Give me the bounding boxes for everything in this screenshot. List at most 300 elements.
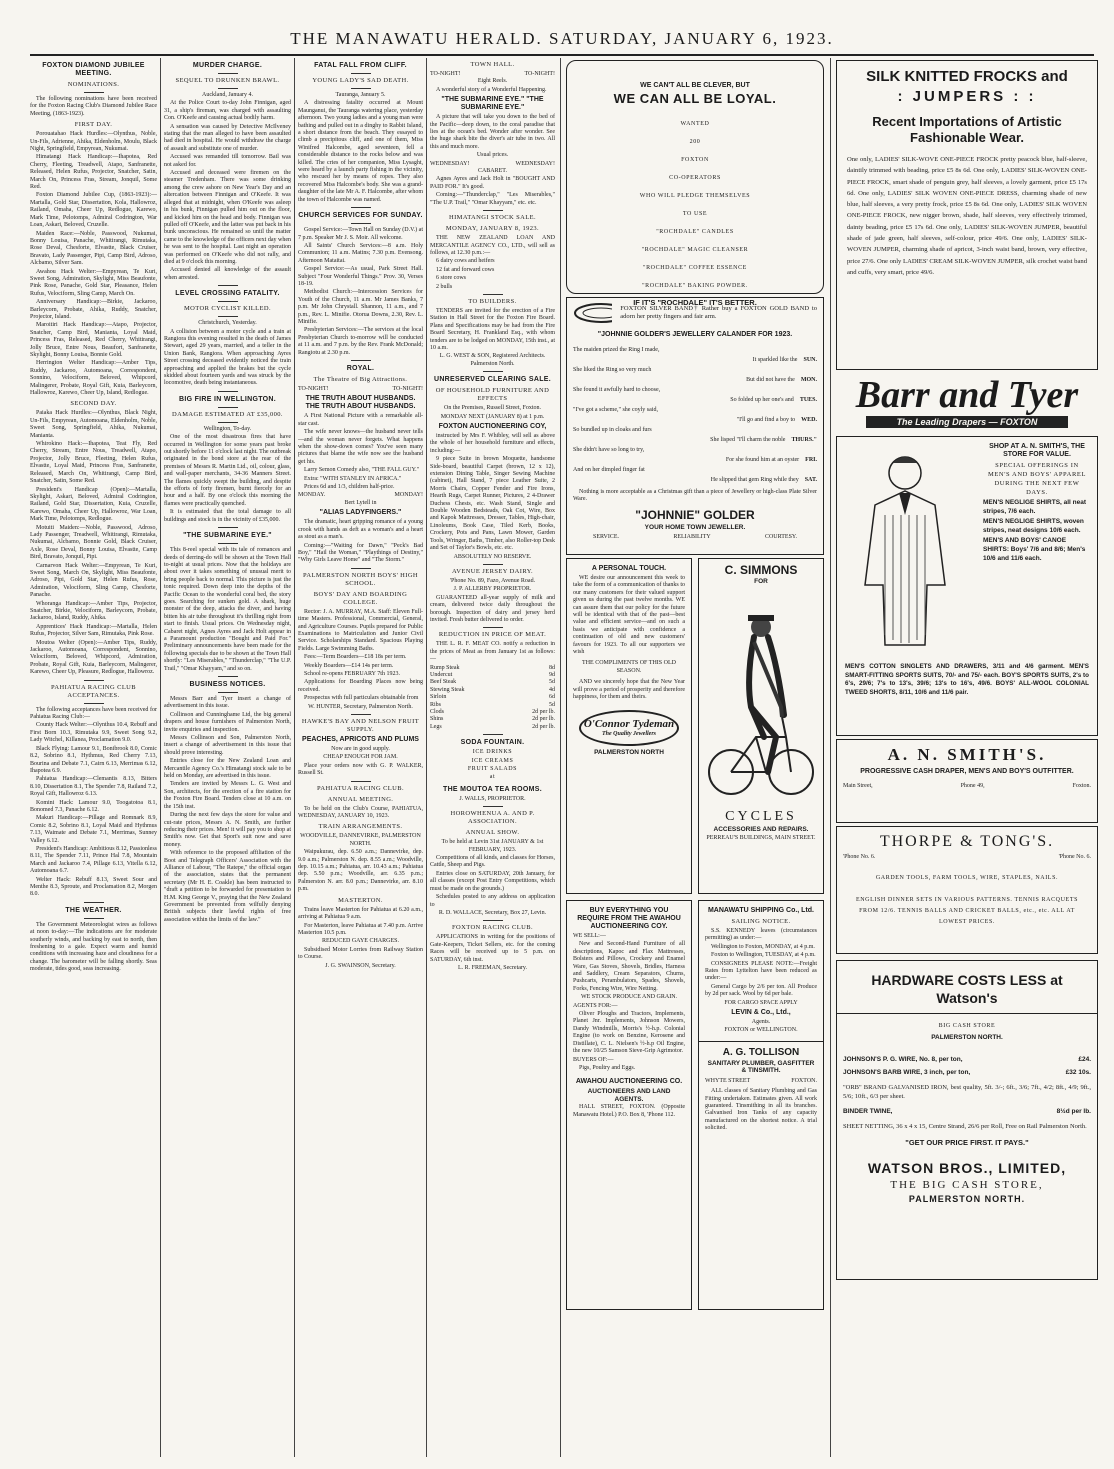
ad-headline: C. SIMMONS (724, 563, 798, 577)
ad-text: WHYTE STREET (705, 1077, 751, 1084)
price-value: 2d per lb. (532, 709, 555, 715)
ad-text: Nothing is more acceptable as a Christmas gift than a piece of Jewellery or high-class Plate Silver Ware. (573, 489, 817, 503)
ad-row (298, 386, 423, 393)
divider (351, 73, 371, 74)
price-item: BINDER TWINE, (843, 1108, 893, 1115)
ad-text: PALMERSTON NORTH. (908, 1194, 1026, 1204)
poem (573, 345, 817, 485)
ad-text: Foxton to Wellington, TUESDAY, at 4 p.m. (711, 952, 816, 959)
poem-text: So bundled up in cloaks and furs (573, 427, 652, 433)
subheading: DAMAGE ESTIMATED AT £35,000. (172, 410, 283, 418)
list-item: 6 dairy cows and heifers (436, 258, 495, 265)
divider (84, 918, 104, 919)
subheading: ANNUAL MEETING. (327, 795, 394, 803)
divider (351, 781, 371, 782)
paragraph: Presbyterian Services:—The services at the local Presbyterian Church to-morrow will be conducted at 11 a.m. and 7 p.m. by the Rev. Frank McDonald; Rangiotu at 2.30 p.m. (298, 327, 423, 356)
divider (218, 301, 238, 302)
ad-row (573, 532, 817, 543)
poem-line (573, 445, 817, 455)
ad-text: General Cargo by 2/6 per ton. All Produce by 2d per sack. Wool by 6d per bale. (705, 983, 817, 998)
poem-text: For she found him at an oyster (725, 457, 800, 463)
price-item: Undercut (430, 671, 453, 678)
dateline: Wellington, To-day. (203, 425, 252, 432)
auctioneer-name: FOXTON AUCTIONEERING COY, (438, 423, 547, 430)
divider (218, 73, 238, 74)
newspaper-title: THE MANAWATU HERALD. SATURDAY, JANUARY 6, 1923. (290, 29, 834, 48)
price-item: JOHNSON'S BARB WIRE, 3 inch, per ton, (843, 1069, 971, 1076)
paragraph: Pahiatua Handicap:—Clemantis 8.13, Bitters 8.10, Dissertation 8.1, The Spender 7.8, Railand 7.2, Royal Gift, Hallowroz 6.13. (30, 776, 157, 798)
paragraph: Applications for Boarding Places now being received. (298, 679, 423, 693)
price-row (843, 1105, 1091, 1118)
divider (84, 680, 104, 681)
ad-headline: AWAHOU AUCTIONEERING CO. (575, 1078, 683, 1086)
divider (351, 223, 371, 224)
ad-text: SERVICE. (593, 534, 620, 541)
paragraph: A distressing fatality occurred at Mount Maunganui, the Tauranga watering place, yesterday afternoon. Two young ladies and a young man were bathing and pulled out in a dinghy to Rabbit Island, a short distance from the beach. They essayed to climb a precipitous cliff, and one of them, Miss Winifred Halcombe, aged seventeen, fell a considerable distance to the rocks below and was killed. The cries of her companion, Miss Lysaght, were heard by a launch party fishing in the vicinity, who rescued her by means of ropes. They also recovered Miss Halcombe's body. She was a grand-daughter of the late Mr A. F. Halcombe, after whom the town of Halcombe was named. (298, 100, 423, 203)
ad-headline: THORPE & TONG'S. (879, 833, 1055, 850)
divider (218, 527, 238, 528)
tydeman-ad (566, 558, 692, 894)
paragraph: Entries close on SATURDAY, 20th January, for all classes (except Post Entry Competitions, which must be made on the grounds.) (430, 870, 555, 892)
ad-text: PALMERSTON NORTH (594, 748, 664, 756)
poem-day: SAT. (804, 477, 817, 483)
price-item: Shins (430, 716, 444, 723)
paragraph: A wonderful story of a Wonderful Happening. (436, 86, 547, 93)
paragraph: School re-opens FEBRUARY 7th 1923. (304, 670, 400, 677)
headline: HAWKE'S BAY AND NELSON FRUIT SUPPLY. (301, 718, 420, 733)
poem-day: SUN. (803, 357, 817, 363)
divider (351, 568, 371, 569)
headline: HIMATANGI STOCK SALE. (448, 214, 537, 222)
divider (351, 88, 371, 89)
price-value: 2d per lb. (532, 723, 555, 730)
headline: FOXTON RACING CLUB. (452, 924, 533, 932)
headline: SODA FOUNTAIN. (460, 739, 525, 747)
ad-text: BIG CASH STORE (938, 1023, 996, 1029)
ad-text: SHEET NETTING, 36 x 4 x 15, Centre Strand, 26/6 per Roll, Free on Rail Palmerston North. (843, 1123, 1087, 1130)
ad-text: ICE CREAMS (471, 757, 514, 764)
paragraph: Komini Hack: Lamour 9.0, Toogatotoa 8.1, Bonomed 7.3, Panache 6.12. (30, 799, 157, 813)
paragraph: A sensation was caused by Detective McIlveney stating that the man alleged to have been assaulted had died in hospital. He would withdraw the charge of assault and substitute one of murder. (164, 123, 291, 152)
poem-text: He slipped that gem Ring while they (710, 477, 799, 483)
paragraph: Whirokino Hack:—Ihapotea, Teat Fly, Red Cherry, Stream, Entre Nous, Treadwell, Atapo, Projector, Jolly Bruce, Fleeting, Helen Rufus, Elvastte, Loyal Maid, Princess Fras, Sanfranette, Released, March On, Whitirangi, Camp Bird, Snatcher, Satin, Some Red. (30, 441, 157, 485)
ad-text: MEN'S NEGLIGE SHIRTS, woven stripes, neat designs 10/6 each. (983, 518, 1084, 534)
price-value: 2d per lb. (532, 716, 555, 723)
ad-text: "ROCHDALE" MAGIC CLEANSER (641, 247, 749, 253)
ad-text: AND we sincerely hope that the New Year will prove a period of prosperity and therefore happiness, for them and theirs. (573, 679, 685, 701)
divider (351, 714, 371, 715)
poem-day: MON. (800, 377, 817, 383)
price-item: Sirloin (430, 694, 447, 701)
headline: THE MOUTOA TEA ROOMS. (443, 785, 542, 793)
ad-text: FOXTON (681, 157, 709, 163)
paragraph: County Hack Welter:—Olynthus 10.4, Rebuff and First Born 10.3, Rimutaka 9.9, Sweet Song 9.2, Lady Witchel, Killanea, Proclamation 9.0. (30, 722, 157, 744)
headline: THE WEATHER. (65, 906, 122, 914)
headline: "THE SUBMARINE EYE." (183, 532, 272, 540)
ad-text: "ORB" BRAND GALVANISED IRON, best quality, 5ft. 3/-; 6ft., 3/6; 7ft., 4/2; 8ft., 4/9; 9ft., 5/6; 10ft., 6/3 per sheet. (843, 1084, 1091, 1100)
ad-headline: WATSON BROS., LIMITED, (867, 1160, 1067, 1176)
paragraph: Entries close for the New Zealand Loan and Mercantile Agency Co.'s Himatangi stock sale to be held on Monday, are advertised in this issue. (164, 758, 291, 780)
subheading: OF HOUSEHOLD FURNITURE AND EFFECTS (435, 387, 550, 403)
price-item: Rump Steak (430, 664, 460, 671)
ad-text: YOUR HOME TOWN JEWELLER. (644, 523, 746, 531)
column-divider (294, 58, 295, 1457)
band-notice (573, 302, 817, 324)
film-title: THE TRUTH ABOUT HUSBANDS. THE TRUTH ABOUT HUSBANDS. (305, 395, 416, 411)
logo-strip: The Leading Drapers — FOXTON (866, 416, 1068, 428)
ad-text: Main Street, (843, 783, 873, 789)
paragraph: Accused and deceased were firemen on the steamer Tredenham. There was some drinking among the crew ashore on New Year's Day and an altercation between Finnigan and O'Keefe. It was alleged that at midnight, when O'Keefe was asleep in his bunk, Finnigan pulled him out on the floor, and kicked him on the head and body. Finnigan was pulled off O'Keefe, and the latter was put back in his bunk unconscious. He remained so until the matter came to the knowledge of the officers next day when he was sent to the hospital. Last night an operation was performed on O'Keefe who did not rally, and died at 9 o'clock this morning. (164, 170, 291, 265)
paragraph: Coming:—"Waiting for Dawn," "Peck's Bad Boy," "Hail the Woman," "Playthings of Destiny," "Why Girls Leave Home" and "The Storm." (298, 542, 423, 564)
headline: PAHIATUA RACING CLUB. (316, 784, 405, 792)
subheading: MOTOR CYCLIST KILLED. (183, 305, 272, 313)
signature: J. WALLS, PROPRIETOR. (459, 795, 526, 802)
ad-text: at (489, 774, 496, 781)
price-value: 6d (549, 694, 555, 701)
cyclist-illustration (706, 587, 816, 807)
ad-row (843, 783, 1091, 790)
ad-text: FOXTON. (791, 1077, 817, 1084)
headline: FATAL FALL FROM CLIFF. (314, 62, 407, 69)
headline: TO BUILDERS. (468, 297, 517, 305)
price-item: Ribs (430, 701, 442, 708)
paragraph: This 8-reel special with its tale of romances and deeds of derring-do will be shown at the Town Hall to-night at usual prices. Now that the holidays are about over it takes something of unusual merit to bring people back to normal. This picture is just the tonic required. Down deep into the depths of the Pacific Ocean to the wonderful coral bed, the story goes. Searching for sunken gold. A shark, huge monster of the deep, attacks the diver, and having bitten his air tube throughout it's thrilling right from start to finish. Usual prices. On Wednesday night, Cabaret night, Agnes Ayres and Jack Holt appear in a Paramount production "Bought and Paid For." Preliminary announcements have been made for the following specials due to be shown at the Town Hall shortly: "Les Miserables," "Thunderclap," "The U.P. Trail," "Omar Khayyam," and so on. (164, 547, 291, 672)
divider (218, 676, 238, 677)
barr-tyer-logo (836, 374, 1098, 428)
signature: J. G. SWAINSON, Secretary. (325, 962, 396, 969)
ad-text: GARDEN TOOLS, FARM TOOLS, WIRE, STAPLES, NAILS. (875, 875, 1059, 882)
ad-text: Eight Reels. (477, 78, 508, 85)
divider (483, 734, 503, 735)
ad-text: Pigs, Poultry and Eggs. (579, 1064, 636, 1071)
paragraph: Accused denied all knowledge of the assault when arrested. (164, 267, 291, 281)
smith-store-ad (836, 739, 1098, 823)
subheading: BOYS' DAY AND BOARDING COLLEGE. (313, 590, 408, 606)
paragraph: Schedules posted to any address on application to (430, 894, 555, 908)
divider (84, 92, 104, 93)
ad-headline: A. G. TOLLISON (722, 1046, 800, 1058)
barr-tyer-frocks-ad (836, 60, 1098, 370)
paragraph: It is estimated that the total damage to all buildings and stock is in the vicinity of £35,000. (164, 509, 291, 523)
price-row (430, 702, 555, 709)
paragraph: Agnes Ayres and Jack Holt in "BOUGHT AND PAID FOR." It's good. (430, 176, 555, 190)
ad-headline: MANAWATU SHIPPING Co., Ltd. (707, 907, 815, 914)
divider (218, 316, 238, 317)
ad-text: FRUIT SALADS (467, 766, 518, 773)
ad-text: WE CAN'T ALL BE CLEVER, BUT (640, 82, 750, 89)
ad-row (430, 161, 555, 168)
paragraph: Larry Semon Comedy also, "THE FALL GUY." (304, 467, 420, 474)
poem-text: She didn't have so long to try, (573, 447, 645, 453)
headline: REDUCTION IN PRICE OF MEAT. (438, 631, 547, 639)
paragraph: All Saints' Church Services:—8 a.m. Holy Communion; 11 a.m. Matins; 7.30 p.m. Evensong. Afternoon Mataitai. (298, 242, 423, 264)
ad-text: THE BIG CASH STORE, (890, 1179, 1044, 1191)
ad-headline: WE CAN ALL BE LOYAL. (613, 91, 777, 106)
masthead (30, 24, 1094, 56)
paragraph: Prices 6d and 1/3, children half-price. (304, 484, 395, 491)
poem-line (573, 375, 817, 385)
ad-text: "ROCHDALE" CANDLES (656, 229, 734, 235)
poem-line (573, 395, 817, 405)
poem-day: TUES. (799, 397, 817, 403)
paragraph: Competitions of all kinds, and classes for Horses, Cattle, Sheep and Pigs. (430, 855, 555, 869)
divider (84, 902, 104, 903)
ad-row (430, 71, 555, 78)
poem-line (573, 475, 817, 485)
awahou-auctioneering-ad (566, 900, 692, 1310)
ad-subheadline: Recent Importations of Artistic Fashionable Wear. (872, 114, 1062, 145)
price-item: JOHNSON'S P. G. WIRE, No. 8, per ton, (843, 1056, 963, 1063)
column-2 (164, 58, 291, 1457)
paragraph: Black Flying: Lamour 9.1, Bonibrook 8.0, Comic 8.2, Sobrino 8.1, Hythmus, Red Cherry 7.13, Bourina and Debate 7.1, Cairn 6.13, Merrimas 6.12, Ihapotea 6.9. (30, 745, 157, 774)
ad-text: PROGRESSIVE CASH DRAPER, MEN'S AND BOY'S OUTFITTER. (860, 768, 1074, 775)
paragraph: THE NEW ZEALAND LOAN AND MERCANTILE AGENCY CO., LTD., will sell as follows, at 12.30 p.m.:— (430, 235, 555, 256)
poem-text: The maiden prized the Ring I made, (573, 347, 660, 353)
divider (483, 920, 503, 921)
ad-text: HALL STREET, FOXTON. (Opposite Manawatu Hotel.) P.O. Box 8, 'Phone 112. (573, 1104, 685, 1118)
ad-headline: A PERSONAL TOUCH. (591, 565, 667, 572)
price-value: £32 10s. (1065, 1069, 1091, 1076)
price-value: 8d (549, 664, 555, 671)
logo-text: The Quality Jewellers (602, 730, 656, 737)
paragraph: Porouatahao Hack Hurdles:—Olynthus, Noble, Un-Fils, Adrienne, Ahika, Eldenholm, Moulu, Black Night, Springfield, Empyrean, Nukumai. (30, 131, 157, 153)
paragraph: The dramatic, heart gripping romance of a young crook with hands as deft as a woman's and a heart as stout as a man's. (298, 519, 423, 541)
paragraph: Gospel Service:—As usual, Park Street Hall. Subject "Four Wonderful Things." Prov. 30, Verses 18-19. (298, 266, 423, 287)
thorpe-tong-ad (836, 826, 1098, 954)
subheading: TRAIN ARRANGEMENTS. (318, 823, 403, 831)
ad-text: AUCTIONEERS AND LAND AGENTS. (587, 1088, 671, 1103)
ad-text: RELIABILITY (673, 534, 711, 541)
paragraph: During the next few days the store for value and cut-rate prices, Messrs A. N. Smith, are further reducing their prices. Men! it will pay you to shop at Smith's now. Get that Sport's suit now and save money. (164, 812, 291, 848)
ad-text: AGENTS FOR:— (573, 1002, 618, 1009)
divider (218, 407, 238, 408)
column-divider (560, 58, 561, 1457)
column-4 (430, 58, 555, 1457)
poem-line (573, 415, 817, 425)
paragraph: Now are in good supply. (331, 746, 390, 752)
divider (218, 543, 238, 544)
poem-line (573, 465, 817, 475)
ad-slogan: IF IT'S "ROCHDALE" IT'S BETTER. (633, 298, 757, 307)
poem-text: It sparkled like the (752, 357, 798, 363)
price-row (430, 724, 555, 731)
price-value: 4d (549, 686, 555, 693)
headline: BIG FIRE IN WELLINGTON. (179, 395, 276, 403)
paragraph: 9 piece Suite in brown Moquette, handsome Side-board, beautiful Carpet (brown, 12 x 12), extension Dining Table, Singer Sewing Machine (cabinet), Hall Stand, 7 piece Leather Suite, 2 Morris Chairs, Copper Fender and Fire Irons, Hearth Rugs, Carpet Runner, Pictures, 2 4-Drawer Duchess Chests, etc. Wash Stand, Single and Double Wooden Bedsteads, Oak Cot, Wire, Box and Kapok Mattresses, Dresser, Tables, High-chair, Linoleums, Book Case, Tiled Kerb, Books, Crockery, Pots and Pans, Lawn Mower, Garden Tools, Wringer, Baths, Timber, also Roller-top Desk and Set of Taylor's Bowls, etc. etc. (430, 456, 555, 552)
ad-headline: : JUMPERS : : (897, 88, 1037, 105)
dateline: Tauranga, January 5. (335, 92, 386, 98)
price-value: 5d (549, 701, 555, 708)
subheading: ANNUAL SHOW. (465, 829, 520, 837)
paragraph: Welter Hack: Rebuff 8.13, Sweet Sour and Menthe 8.3, Sproute, and Proclamation 8.2, Morgen 8.0. (30, 876, 157, 898)
poem-day: FRI. (805, 457, 817, 463)
watson-hardware-ad (836, 960, 1098, 1280)
subheading: SAILING NOTICE. (731, 918, 791, 925)
poem-line (573, 405, 817, 415)
ad-text: S.S. KENNEDY leaves (circumstances permitting) as under:— (705, 928, 817, 942)
list-item: 6 store cows (436, 275, 466, 282)
paragraph: To be held at Levin 31st JANUARY & 1st FEBRUARY, 1923. (441, 839, 544, 853)
headline: BUSINESS NOTICES. (189, 681, 266, 688)
divider (483, 294, 503, 295)
price-row (430, 687, 555, 694)
ad-text: CABARET. (477, 168, 508, 175)
ad-text: Agents. (751, 1019, 771, 1026)
ad-headline: CYCLES (725, 809, 797, 825)
paragraph: Weekly Boarders—£14 14s per term. (304, 662, 394, 669)
price-row (430, 665, 555, 672)
ad-text: WE SELL:— (573, 933, 606, 939)
column-divider (160, 58, 161, 1457)
price-row (430, 679, 555, 686)
logo-text: Barr and Tyer (855, 374, 1079, 416)
ad-headline: HARDWARE COSTS LESS at Watson's (871, 972, 1063, 1006)
ad-slogan: "GET OUR PRICE FIRST. IT PAYS." (905, 1138, 1029, 1147)
ad-text: MONDAY! (394, 492, 423, 499)
ad-text: CONSIGNEES PLEASE NOTE:—Freight Rates from Lyttelton have been reduced as under:— (705, 960, 817, 982)
headline: MURDER CHARGE. (192, 62, 263, 69)
divider (218, 88, 238, 89)
ad-text: MEN'S NEGLIGE SHIRTS, all neat stripes, 7/6 each. (983, 499, 1087, 515)
paragraph: The wife never knows—the husband never tells—and the woman never forgets. What happens when the show-down comes? You've seen many pictures that blame the wife now see the husband get his. (298, 429, 423, 465)
ad-headline: SHOP AT A. N. SMITH'S, THE STORE FOR VALUE. (989, 443, 1085, 458)
paragraph: Anniversary Handicap:—Birkie, Jackaroo, Barleycorn, Probate, Ahika, Ruddy, Snatcher, Projector, Island. (30, 299, 157, 320)
ad-text: Bert Lytell in (344, 499, 377, 506)
price-item: Stewing Steak (430, 686, 465, 693)
paragraph: APPLICATIONS in writing for the positions of Gate-Keepers, Ticket Sellers, etc. for the coming Races will be received up to 5 p.m. on SATURDAY, 6th inst. (430, 934, 555, 963)
headline: CHURCH SERVICES FOR SUNDAY. (298, 212, 423, 220)
divider (483, 564, 503, 565)
paragraph: Trains leave Masterton for Pahiatua at 6.20 a.m., arriving at Pahiatua 9 a.m. (298, 906, 423, 921)
ad-headline: A. N. SMITH'S. (887, 745, 1047, 764)
ad-text: WHO WILL PLEDGE THEMSELVES (639, 193, 751, 199)
divider (483, 371, 503, 372)
ad-text: FOXTON SILVER BAND† Rather buy a FOXTON GOLD BAND to adorn her pretty fingers and fair arm. (620, 304, 817, 320)
divider (351, 360, 371, 361)
paragraph: With reference to the proposed affiliation of the Boot and Telegraph Officers' Association with the Alliance of Labour, "The Ratepe," the official organ of the association, states that the permanent secretary (Mr H. E. Coakle) has been instructed to "draft a petition to be forwarded for presentation to H.M. King George V., praying that the New Zealand Government be prevented from wilfully denying British subjects their lawful rights of free association within the limits of the law." (164, 850, 291, 923)
paragraph: WOODVILLE, DANNEVIRKE, PALMERSTON NORTH. (300, 833, 421, 847)
simmons-cycles-ad (698, 558, 824, 894)
ad-text: FOXTON or WELLINGTON. (724, 1027, 798, 1034)
paragraph: Messrs Barr and Tyer insert a change of advertisement in this issue. (164, 696, 291, 710)
price-value: 8½d per lb. (1056, 1108, 1091, 1115)
divider (218, 285, 238, 286)
paragraph: REDUCED GAYE CHARGES. (322, 938, 399, 945)
ad-row-pair (566, 900, 824, 1310)
ad-text: Wellington to Foxton, MONDAY, at 4 p.m. (711, 943, 815, 950)
paragraph: Coming:—"Thunderclap," "Les Miserables," "The U.P. Trail," "Omar Khayyam," etc. etc. (430, 192, 555, 206)
column-divider (830, 58, 831, 1457)
price-value: £24. (1078, 1056, 1091, 1063)
paragraph: Maroitiri Hack Handicap:—Atapo, Projector, Snatcher, Camp Bird, Manianta, Loyal Maid, Princess Fras, Released, Red Cherry, Whitirangi, Jolly Bruce, Entre Nous, Beaufort, Sanfranette, Skylight, Bonny Louisa, Bonnie Gold. (30, 322, 157, 358)
price-item: Clods (430, 709, 445, 715)
paragraph: Subsidised Motor Lorries from Railway Station to Course. (298, 946, 423, 961)
headline: UNRESERVED CLEARING SALE. (433, 376, 552, 384)
ad-headline: "JOHNNIE GOLDER'S JEWELLERY CALANDER FOR 1923. (597, 331, 793, 338)
paragraph: To be held on the Club's Course, PAHIATUA, WEDNESDAY, JANUARY 10, 1923. (298, 805, 423, 820)
paragraph: Fees:—Term Boarders—£18 18s per term. (304, 654, 407, 661)
ad-text: FOR (754, 578, 768, 585)
paragraph: Usual prices. (476, 152, 509, 159)
poem-text: She found it awfully hard to choose, (573, 387, 661, 393)
golder-jewellery-ad (566, 297, 824, 555)
ad-text: TO USE (682, 211, 708, 217)
paragraph: Extra: "WITH STANLEY IN AFRICA." (304, 475, 402, 482)
ad-text: PERREAU'S BUILDINGS, MAIN STREET. (706, 834, 816, 841)
ad-text: ACCESSORIES AND REPAIRS. (713, 826, 809, 834)
paragraph: Carnarvon Hack Welter:—Empyrean, Te Kuri, Sweet Song, March On, Skylight, Miss Beaufonte, Adroso, Pipi, Gold Star, Helen Rufus, Rose, Admiration, Velociform, Sling Camp, Chesforte, Panache. (30, 562, 157, 599)
ad-text: THE COMPLIMENTS OF THIS OLD SEASON. (582, 660, 676, 674)
paragraph: CHEAP ENOUGH FOR JAM. (323, 754, 398, 761)
paragraph: Awahou Hack Welter:—Empyrean, Te Kuri, Sweet Song, Admiration, Skylight, Miss Beaufonte, Pink Rose, Panache, Gold Star, Pleasance, Helen Rufus, Velociform, Sling Camp, March On. (30, 268, 157, 297)
paragraph: Maiden Race:—Noble, Passwood, Nukumai, Bonny Louisa, Panache, Whitirangi, Rimutaka, Rose Deval, Chesforte, Elvastte, Black Cruiser, Bravato, Lady Passenger, Pipi, Camp Bird, Adroso, Alcbamo, Silver Sam. (30, 230, 157, 267)
paragraph: At the Police Court to-day John Finnigan, aged 31, a ship's fireman, was charged with assaulting Con. O'Keefe and causing actual bodily harm. (164, 100, 291, 122)
column-divider (426, 58, 427, 1457)
paragraph: Foxton Diamond Jubilee Cup, (1863-1923):—Martalla, Gold Star, Dissertation, Kola, Hallowroz, Railand, Omaha, Cheer Up, Redlogue, Karewo, Mark Time, Pelotomps, Admiral Codrington, War Loan, Askari, Beloved, Cruzelle. (30, 192, 157, 229)
ring-icon (573, 302, 612, 324)
paragraph: Paiaka Hack Hurdles:—Olynthus, Black Night, Un-Fils, Empyrean, Automoana, Eldenholm, Noble, Sweet Song, Springfield, Ahika, Nukumai, Manianta. (30, 410, 157, 439)
ad-text: TO-NIGHT! (392, 386, 423, 392)
column-3 (298, 58, 423, 1457)
subheading: SECOND DAY. (70, 400, 117, 408)
poem-text: And on her dimpled finger fat (573, 467, 645, 473)
smith-ad-text (983, 443, 1091, 563)
paragraph: A collision between a motor cycle and a train at Rangiora this evening resulted in the death of James Stewart, aged 29 years, married, and a teller in the Union Bank, Rangiora. When approaching Ayres Street crossing deceased evidently noticed the train approaching and applied the brakes but the cycle skidded about fourteen yards and was struck by the locomotive, death being instantaneous. (164, 328, 291, 387)
price-value: 9d (549, 671, 555, 678)
subheading: NOMINATIONS. (67, 81, 120, 88)
ad-headline: LEVIN & Co., Ltd., (731, 1009, 791, 1017)
poem-line (573, 345, 817, 355)
subheading: YOUNG LADY'S SAD DEATH. (312, 77, 409, 84)
ad-row-pair (566, 558, 824, 894)
ad-row (843, 854, 1091, 861)
ad-text: WEDNESDAY! (515, 160, 555, 167)
paragraph: MONDAY NEXT (JANUARY 8) at 1 p.m. (440, 413, 545, 420)
signature: L. R. FREEMAN, Secretary. (457, 964, 528, 971)
ad-text: ICE DRINKS (472, 749, 513, 756)
ad-text: MEN'S COTTON SINGLETS AND DRAWERS, 3/11 and 4/6 garment. MEN'S SMART-FITTING SPORTS SUITS, 70/- and 75/- each. BOY'S SPORTS SUITS, 2's to 6's, 29/6; 7's to 13's, 39/6; 13's to 16's, 49/6. BOYS' ALL-WOOL COLONIAL TWEED SHORTS, 8/11, 10/6 and 11/6 pair. (845, 663, 1089, 696)
logo-text: O'Connor Tydeman (583, 717, 675, 730)
ad-text: 'Phone No. 6. (1058, 854, 1091, 860)
paragraph: Methodist Church:—Intercession Services for Youth of the Church, 11 a.m. Mr James Banks, 7 p.m. Mr John Chrystall. Shannon, 11 a.m., and 7 p.m., Rev. L. Minifie. Otorua Downs, 2.30, Rev. L. Minifie. (298, 289, 423, 325)
ad-text: BUYERS OF:— (573, 1056, 614, 1063)
signature: W. HUNTER, Secretary, Palmerston North. (308, 703, 413, 710)
film-title: "THE SUBMARINE EYE." "THE SUBMARINE EYE." (441, 96, 544, 112)
subheading: MASTERTON. (338, 896, 383, 904)
paragraph: Gospel Service:—Town Hall on Sunday (D.V.) at 7 p.m. Speaker Mr J. S. Moir. All welcome. (298, 227, 423, 241)
poem-line (573, 385, 817, 395)
poem-line (573, 365, 817, 375)
poem-line (573, 455, 817, 465)
paragraph: Motuiti Maiden:—Noble, Passwood, Adroso, Lady Passenger, Treadwell, Whitirangi, Rimutaka, Nukumai, Alcbamo, Bonnie Gold, Black Cruiser, Axle, Rose Deval, Bonny Louisa, Elvastte, Camp Bird, Bravato, Jonquil, Pipi. (30, 524, 157, 561)
headline: TOWN HALL. (470, 61, 515, 68)
ad-text: CO-OPERATORS (669, 175, 721, 181)
paragraph: Moutoa Welter (Open):—Amber Tips, Ruddy, Jackaroo, Automoana, Correspondent, Sonnino, Velociform, Beloved, Whipcord, Admiration, Probate, Royal Gift, Kuia, Barleycorn, Malingerer, Karewo, Cheer Up, Pleasure, Redlogue, Hallowroz. (30, 639, 157, 676)
paragraph: Accused was remanded till tomorrow. Bail was not asked for. (164, 154, 291, 168)
ad-row (298, 492, 423, 499)
ad-text: TO-NIGHT! (430, 71, 461, 77)
headline: HOROWHENUA A. AND P. ASSOCIATION. (450, 810, 535, 826)
headline: LEVEL CROSSING FATALITY. (175, 290, 280, 298)
divider (483, 210, 503, 211)
paragraph: Prospectus with full particulars obtainable from (304, 695, 419, 702)
ad-text: MEN'S AND BOYS' CANOE SHIRTS: Boys' 7/6 and 8/6; Men's 10/6 and 11/6 each. (983, 537, 1086, 562)
paragraph: Waipukurau, dep. 6.50 a.m.; Dannevirke, dep. 9.0 a.m.; Palmerston N. dep. 8.55 a.m.; Woodville, dep. 10.15 a.m.; Pahiatua, arr. 10.43 a.m.; Pahiatua dep. 5.50 p.m.; Woodville, arr. 6.35 p.m.; Palmerston N. arr. 8.0 p.m.; Dannevirke, arr. 8.10 p.m. (298, 849, 423, 893)
list-item: 2 bulls (436, 283, 453, 290)
ad-headline: SILK KNITTED FROCKS and (866, 68, 1068, 85)
ad-text: Phone 49, (960, 783, 985, 789)
headline: PALMERSTON NORTH BOYS' HIGH SCHOOL. (302, 571, 419, 587)
